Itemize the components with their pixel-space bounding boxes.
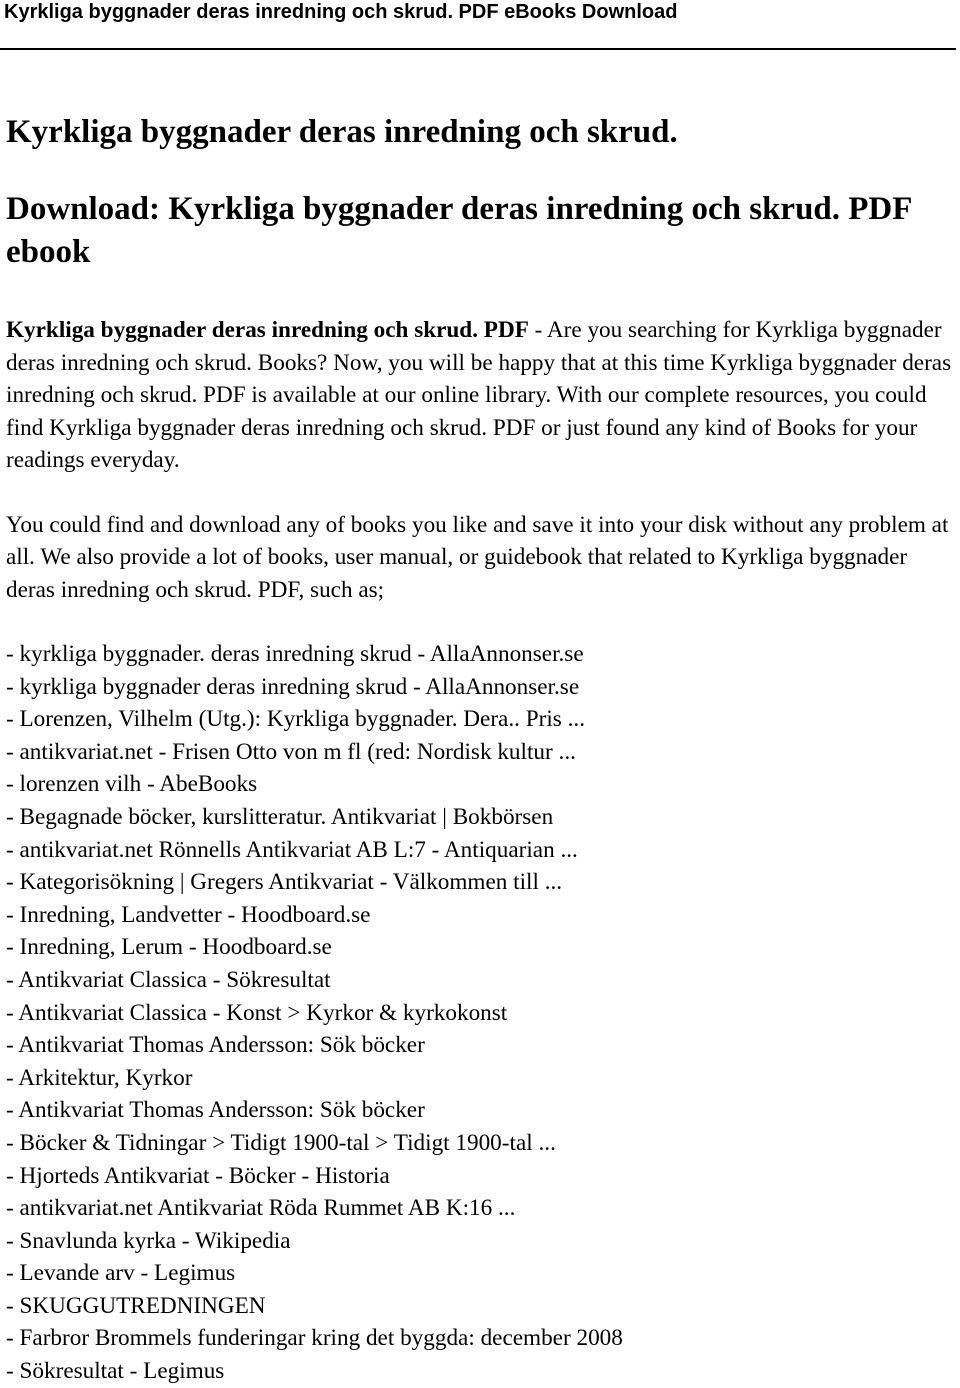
result-list-item: - Inredning, Lerum - Hoodboard.se xyxy=(6,934,332,961)
result-list-item: - Böcker & Tidningar > Tidigt 1900-tal > Tidigt 1900-tal ... xyxy=(6,1129,556,1156)
result-list-item: - kyrkliga byggnader. deras inredning skrud - AllaAnnonser.se xyxy=(6,641,584,667)
result-list-item: - Lorenzen, Vilhelm (Utg.): Kyrkliga byggnader. Dera.. Pris ... xyxy=(6,706,586,733)
result-list-item: - Antikvariat Thomas Andersson: Sök böcker xyxy=(6,1097,425,1124)
result-list-item: - antikvariat.net - Frisen Otto von m fl (red: Nordisk kultur ... xyxy=(6,738,576,765)
document-body xyxy=(6,110,952,1388)
document-title: Kyrkliga byggnader deras inredning och skrud. xyxy=(6,114,678,150)
intro-paragraph xyxy=(6,314,952,477)
result-list-item: - SKUGGUTREDNINGEN xyxy=(6,1292,266,1319)
result-list-item: - Arkitektur, Kyrkor xyxy=(6,1064,193,1091)
download-paragraph: You could find and download any of books you like and save it into your disk without any problem at all. We also provide a lot of books, user manual, or guidebook that related to Kyrkliga byggnader deras inredning och skrud. PDF, such as; xyxy=(6,511,949,603)
result-list-item: - Sökresultat - Legimus xyxy=(6,1358,225,1385)
result-list-item: - antikvariat.net Rönnells Antikvariat AB L:7 - Antiquarian ... xyxy=(6,836,578,863)
result-list-item: - Begagnade böcker, kurslitteratur. Antikvariat | Bokbörsen xyxy=(6,803,554,830)
result-list-item: - lorenzen vilh - AbeBooks xyxy=(6,771,258,798)
result-list-item: - Hjorteds Antikvariat - Böcker - Historia xyxy=(6,1162,390,1189)
result-list-item: - Inredning, Landvetter - Hoodboard.se xyxy=(6,901,371,928)
result-list-item: - Antikvariat Thomas Andersson: Sök böcker xyxy=(6,1032,425,1059)
result-list-item: - Antikvariat Classica - Konst > Kyrkor & kyrkokonst xyxy=(6,999,508,1026)
intro-bold-title: Kyrkliga byggnader deras inredning och skrud. PDF xyxy=(6,317,529,343)
download-heading: Download: Kyrkliga byggnader deras inredning och skrud. PDF ebook xyxy=(6,191,912,270)
result-list-item: - Kategorisökning | Gregers Antikvariat - Välkommen till ... xyxy=(6,869,563,896)
result-list-item: - Levande arv - Legimus xyxy=(6,1260,236,1287)
result-list-item: - kyrkliga byggnader deras inredning skrud - AllaAnnonser.se xyxy=(6,673,580,700)
result-list-item: - Antikvariat Classica - Sökresultat xyxy=(6,966,331,993)
result-list-item: - Farbror Brommels funderingar kring det byggda: december 2008 xyxy=(6,1325,623,1352)
intro-text: - Are you searching for Kyrkliga byggnader deras inredning och skrud. Books? Now, you will be happy that at this time Kyrkliga byggnader deras inredning och skrud. PDF is available at our online library. With our complete resources, you could find Kyrkliga byggnader deras inredning och skrud. PDF or just found any kind of Books for your readings everyday. xyxy=(6,317,952,473)
related-results-list xyxy=(6,638,952,1388)
result-list-item: - Snavlunda kyrka - Wikipedia xyxy=(6,1227,291,1254)
result-list-item: - antikvariat.net Antikvariat Röda Rummet AB K:16 ... xyxy=(6,1195,516,1222)
page-header-title: Kyrkliga byggnader deras inredning och skrud. PDF eBooks Download xyxy=(4,1,678,23)
header-divider xyxy=(0,48,956,50)
